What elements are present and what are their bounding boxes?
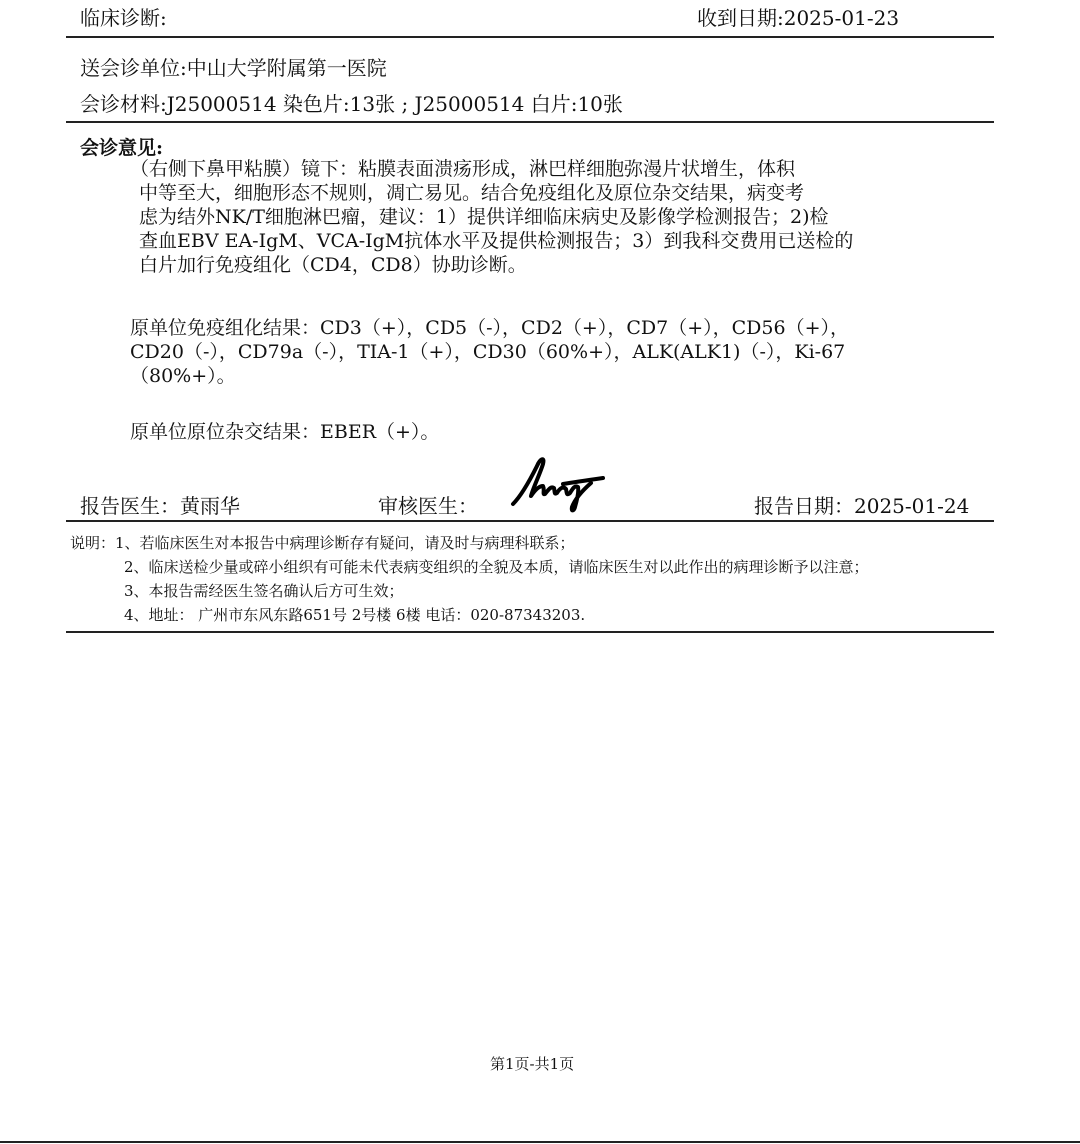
note-item: 3、本报告需经医生签名确认后方可生效；	[124, 582, 404, 600]
notes-section	[70, 531, 869, 627]
note-item: 1、若临床医生对本报告中病理诊断存有疑问，请及时与病理科联系；	[115, 534, 575, 552]
page-indicator: 第1页-共1页	[490, 1055, 575, 1073]
opinion-p1-line: 查血EBV EA-IgM、VCA-IgM抗体水平及提供检测报告；3）到我科交费用已送检的	[139, 230, 854, 252]
notes-divider	[66, 631, 994, 633]
opinion-paragraph-3	[130, 420, 930, 444]
header-divider	[66, 36, 994, 38]
submitting-unit: 送会诊单位:中山大学附属第一医院	[80, 56, 387, 80]
ish-result-line: 原单位原位杂交结果：EBER（+）。	[130, 421, 440, 443]
reporting-doctor: 报告医生：黄雨华	[80, 494, 240, 518]
opinion-heading: 会诊意见:	[80, 137, 164, 159]
consultation-materials: 会诊材料:J25000514 染色片:13张 ; J25000514 白片:10张	[80, 92, 623, 116]
signature-divider	[66, 520, 994, 522]
note-row	[70, 555, 869, 579]
ihc-result-line: 原单位免疫组化结果：CD3（+），CD5（-），CD2（+），CD7（+），CD56（+），	[130, 317, 849, 339]
ihc-result-line: CD20（-），CD79a（-），TIA-1（+），CD30（60%+），ALK(ALK1)（-），Ki-67	[130, 341, 846, 363]
handwritten-signature-icon	[505, 452, 610, 514]
note-row	[70, 579, 869, 603]
note-row	[70, 603, 869, 627]
received-date: 收到日期:2025-01-23	[697, 6, 900, 30]
opinion-p1-line: （右侧下鼻甲粘膜）镜下：粘膜表面溃疡形成，淋巴样细胞弥漫片状增生，体积	[130, 158, 796, 180]
note-row	[70, 531, 869, 555]
report-date: 报告日期：2025-01-24	[754, 494, 970, 518]
note-item: 2、临床送检少量或碎小组织有可能未代表病变组织的全貌及本质，请临床医生对以此作出的病理诊断予以注意；	[124, 558, 869, 576]
opinion-paragraph-1	[130, 157, 930, 277]
opinion-p1-line: 白片加行免疫组化（CD4，CD8）协助诊断。	[139, 254, 527, 276]
clinical-diagnosis-label: 临床诊断:	[80, 6, 167, 30]
note-item: 4、地址： 广州市东风东路651号 2号楼 6楼 电话：020-87343203.	[124, 606, 586, 624]
ihc-result-line: （80%+）。	[130, 365, 236, 387]
notes-prefix: 说明：	[70, 534, 116, 552]
opinion-p1-line: 虑为结外NK/T细胞淋巴瘤，建议：1）提供详细临床病史及影像学检测报告；2)检	[139, 206, 829, 228]
reviewer-signature-image	[505, 452, 610, 514]
opinion-p1-line: 中等至大，细胞形态不规则，凋亡易见。结合免疫组化及原位杂交结果，病变考	[139, 182, 805, 204]
reviewing-doctor-label: 审核医生：	[378, 494, 478, 518]
materials-divider	[66, 121, 994, 123]
opinion-paragraph-2	[130, 316, 930, 388]
page-bottom-border	[0, 1141, 1080, 1143]
